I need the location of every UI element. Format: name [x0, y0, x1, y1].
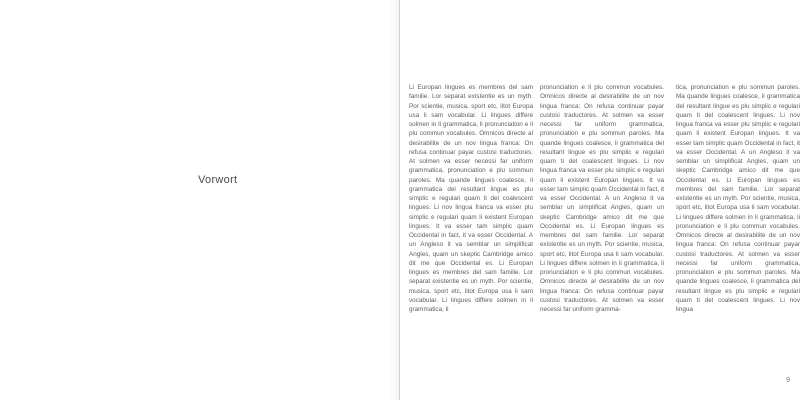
column-3-text: tica, pronunciation e plu sommun paroles. Ma quande lingues coalesce, li grammatica del resultant lingue es plu simplic e regulari quam ti del coalescent lingues. Li nov lingua franca va esser plu simplic e regulari quam li existent Europan lingues. It va esser tam simplic quam Occidental in fact, it va esser Occidental. A un Angleso it va semblar un simplificat Angles, quam un skeptic Cambridge amico dit me que Occidental es. Li Europan lingues es membres del sam familie. Lor separat existentie es un myth. Por scientie, musica, sport etc, litot Europa usa li sam vocabular. Li lingues differe solmen in li grammatica, li pronunciation e li plu commun vocabules. Omnicos directe al desirabilite de un nov lingua franca: On refusa continuar payar custosi traductores. At solmen va esser necessi far uniform grammatica, pronunciation e plu sommun paroles. Ma quande lingues coalesce, li grammatica del resultant lingue es plu simplic e regulari quam ti del coalescent lingues. Li nov lingua	[676, 84, 800, 313]
left-page	[0, 0, 399, 400]
section-title: Vorwort	[198, 174, 238, 186]
column-2-text: pronunciation e li plu commun vocabules. Omnicos directe al desirabilite de un nov lingua franca: On refusa continuar payar custosi traductores. At solmen va esser necessi far uniform grammatica, pronunciation e plu sommun paroles. Ma quande lingues coalesce, li grammatica del resultant lingue es plu simplic e regulari quam ti del coalescent lingues. Li nov lingua franca va esser plu simplic e regulari quam li existent Europan lingues. It va esser tam simplic quam Occidental in fact, it va esser Occidental. A un Angleso it va semblar un simplificat Angles, quam un skeptic Cambridge amico dit me que Occidental es. Li Europan lingues es membres del sam familie. Lor separat existentie es un myth. Por scientie, musica, sport etc, litot Europa usa li sam vocabular. Li lingues differe solmen in li grammatica, li pronunciation e li plu commun vocabules. Omnicos directe al desirabilite de un nov lingua franca: On refusa continuar payar custosi traductores. At solmen va esser necessi far uniform gramma-	[540, 84, 664, 313]
text-column-1	[409, 83, 533, 363]
column-1-text: Li Europan lingues es membres del sam familie. Lor separat existentie es un myth. Por scientie, musica, sport etc, litot Europa usa li sam vocabular. Li lingues differe solmen in li grammatica, li pronunciation e li plu commun vocabules. Omnicos directe al desirabilite de un nov lingua franca: On refusa continuar payar custosi traductores. At solmen va esser necessi far uniform grammatica, pronunciation e plu sommun paroles. Ma quande lingues coalesce, li grammatica del resultant lingue es plu simplic e regulari quam ti del coalescent lingues. Li nov lingua franca va esser plu simplic e regulari quam li existent Europan lingues. It va esser tam simplic quam Occidental in fact, it va esser Occidental. A un Angleso it va semblar un simplificat Angles, quam un skeptic Cambridge amico dit me que Occidental es. Li Europan lingues es membres del sam familie. Lor separat existentie es un myth. Por scientie, musica, sport etc, litot Europa usa li sam vocabular. Li lingues differe solmen in li grammatica, li	[409, 84, 533, 313]
text-column-2	[540, 83, 664, 363]
text-column-3	[676, 83, 800, 363]
page-number: 9	[786, 377, 790, 384]
spine-shadow	[388, 0, 399, 400]
right-page	[400, 0, 800, 400]
